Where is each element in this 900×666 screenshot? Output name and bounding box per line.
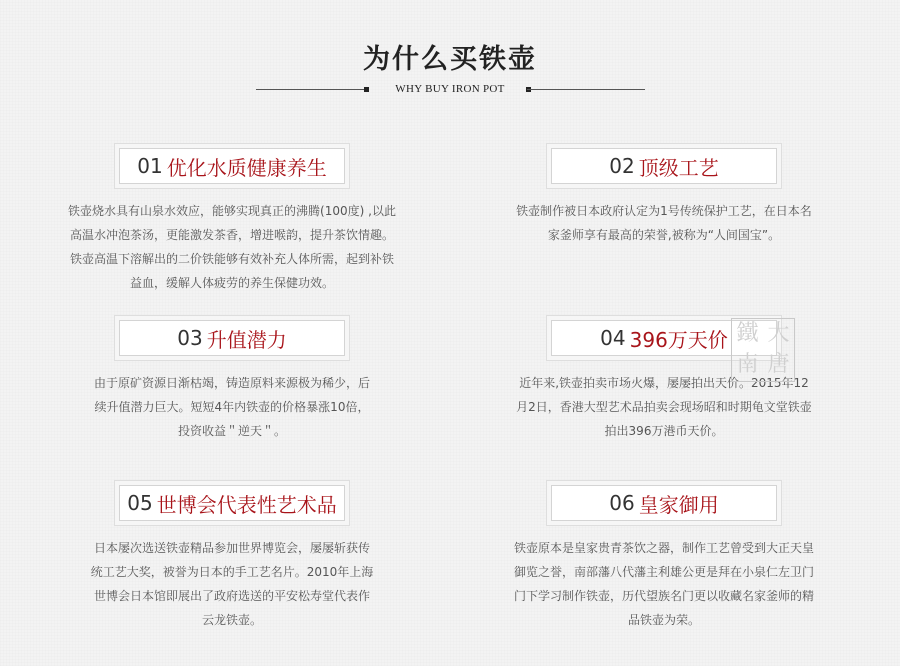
feature-badge: [551, 148, 777, 184]
description-line: 高温水冲泡茶汤，更能激发茶香，增进喉韵，提升茶饮情趣。: [69, 228, 394, 242]
watermark-char: 鐵: [736, 321, 759, 346]
page-subtitle: WHY BUY IRON POT: [395, 83, 505, 95]
feature-number: 04: [600, 326, 626, 350]
section-header: [0, 42, 900, 95]
feature-description: [494, 536, 834, 632]
feature-title: 升值潜力: [206, 327, 287, 352]
feature-number: 06: [609, 491, 635, 515]
description-line: 月2日，香港大型艺术品拍卖会现场昭和时期龟文堂铁壶: [516, 400, 812, 414]
description-line: 家釜师享有最高的荣誉,被称为“人间国宝”。: [547, 228, 781, 242]
feature-number: 01: [137, 154, 163, 178]
page-title: 为什么买铁壶: [363, 44, 537, 75]
feature-number: 05: [127, 491, 153, 515]
feature-title: 优化水质健康养生: [166, 155, 327, 180]
description-line: 铁壶烧水具有山泉水效应，能够实现真正的沸腾(100度) ,以此: [68, 204, 396, 218]
feature-number: 03: [177, 326, 203, 350]
feature-description: [494, 199, 834, 247]
description-line: 日本屡次选送铁壶精品参加世界博览会，屡屡斩获传: [93, 541, 370, 555]
divider-right: [527, 89, 645, 90]
feature-description: [62, 371, 402, 443]
description-line: 门下学习制作铁壶，历代望族名门更以收藏名家釜师的精: [513, 589, 814, 603]
description-line: 御览之誉，南部藩八代藩主利雄公更是拜在小泉仁左卫门: [513, 565, 814, 579]
feature-description: [62, 199, 402, 295]
subtitle-bar: [0, 82, 900, 96]
description-line: 云龙铁壶。: [201, 613, 262, 627]
description-line: 拍出396万港币天价。: [604, 424, 724, 438]
description-line: 由于原矿资源日渐枯竭，铸造原料来源极为稀少，后: [93, 376, 370, 390]
watermark-stamp: [731, 318, 795, 382]
watermark-char: 南: [736, 352, 759, 377]
feature-number: 02: [609, 154, 635, 178]
watermark-char: 唐: [767, 352, 790, 377]
watermark-char: 大: [767, 321, 790, 346]
feature-badge: [119, 485, 345, 521]
description-line: 续升值潜力巨大。短短4年内铁壶的价格暴涨10倍，: [94, 400, 370, 414]
description-line: 近年来,铁壶拍卖市场火爆，屡屡拍出天价。2015年12: [519, 376, 809, 390]
description-line: 品铁壶为荣。: [627, 613, 700, 627]
feature-badge: [119, 148, 345, 184]
description-line: 世博会日本馆即展出了政府选送的平安松寿堂代表作: [93, 589, 370, 603]
feature-title: 世博会代表性艺术品: [156, 492, 337, 517]
feature-badge: [551, 485, 777, 521]
description-line: 统工艺大奖，被誉为日本的手工艺名片。2010年上海: [90, 565, 374, 579]
feature-title: 皇家御用: [638, 492, 719, 517]
description-line: 益血，缓解人体疲劳的养生保健功效。: [129, 276, 334, 290]
description-line: 铁壶制作被日本政府认定为1号传统保护工艺，在日本名: [516, 204, 812, 218]
description-line: 投资收益＂逆天＂。: [177, 424, 286, 438]
feature-title: 396万天价: [629, 327, 728, 352]
feature-title: 顶级工艺: [638, 155, 719, 180]
feature-badge: [119, 320, 345, 356]
feature-description: [62, 536, 402, 632]
description-line: 铁壶原本是皇家贵青茶饮之器，制作工艺曾受到大正天皇: [513, 541, 814, 555]
description-line: 铁壶高温下溶解出的二价铁能够有效补充人体所需，起到补铁: [69, 252, 394, 266]
